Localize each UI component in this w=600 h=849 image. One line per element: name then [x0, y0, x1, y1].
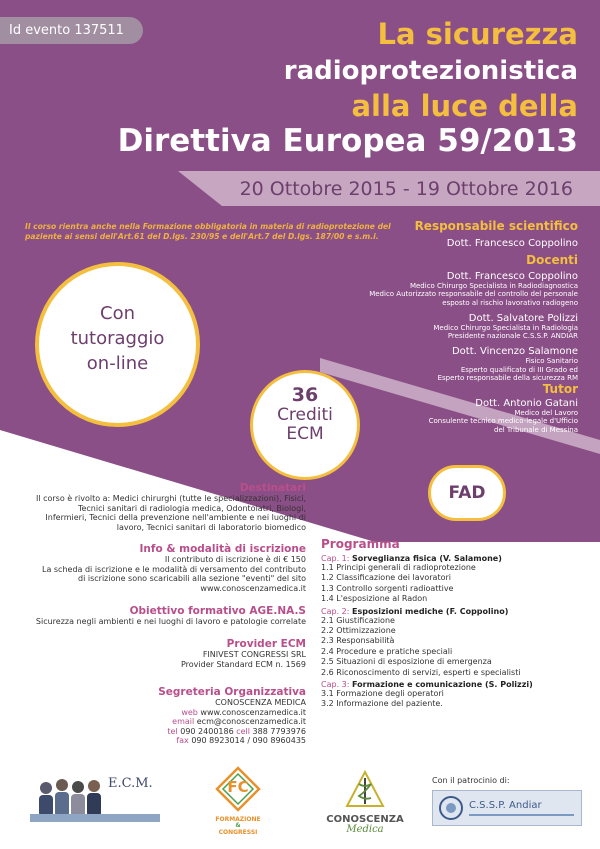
obiettivo-heading: Obiettivo formativo AGE.NA.S [129, 605, 306, 617]
fc-text: CONGRESSI [218, 829, 258, 836]
programma-item: 2.3 Responsabilità [321, 636, 395, 646]
responsabile-name: Dott. Francesco Coppolino [446, 238, 578, 249]
info-heading: Info & modalità di iscrizione [139, 543, 306, 555]
tutor-section [429, 382, 578, 434]
conoscenza-medica-logo [325, 770, 405, 840]
info-section [42, 543, 306, 593]
programma-chapter [321, 680, 533, 689]
destinatari-heading: Destinatari [239, 482, 306, 494]
docente-desc: Esperto qualificato di III Grado ed [460, 365, 578, 374]
responsabile-heading: Responsabile scientifico [414, 219, 578, 233]
tel-label: tel [167, 726, 178, 736]
programma-item: 3.2 Informazione del paziente. [321, 699, 443, 709]
chapter-title: Sorveglianza fisica (V. Salamone) [351, 554, 502, 563]
email-link[interactable]: ecm@conoscenzamedica.it [196, 717, 306, 727]
docente-desc: esposto al rischio lavorativo radiogeno [442, 298, 578, 307]
patrocinio-label: Con il patrocinio di: [432, 776, 510, 785]
docente-name: Dott. Francesco Coppolino [446, 271, 578, 282]
chapter-title: Formazione e comunicazione (S. Polizzi) [351, 679, 533, 689]
programma-item: 1.1 Principi generali di radioprotezione [321, 563, 476, 572]
fc-text: & [235, 822, 241, 829]
info-link[interactable]: www.conoscenzamedica.it [200, 583, 306, 593]
tutor-name: Dott. Antonio Gatani [475, 398, 578, 409]
destinatari-line: Infermieri, Tecnici della prevenzione nell'ambiente e nei luoghi di [45, 513, 306, 523]
title-line-2: radioprotezionistica [283, 56, 578, 86]
segreteria-heading: Segreteria Organizzativa [158, 686, 306, 698]
info-line: La scheda di iscrizione e le modalità di versamento del contributo [41, 564, 306, 574]
docente-name: Dott. Vincenzo Salamone [451, 346, 578, 358]
event-id-badge: Id evento 137511 [0, 17, 143, 44]
title-line-4: Direttiva Europea 59/2013 [117, 123, 578, 159]
docenti-heading: Docenti [526, 253, 578, 267]
fax-value: 090 8923014 / 090 8960435 [191, 736, 306, 746]
title-line-3: alla luce della [351, 89, 578, 123]
ecm-logo-text: E.C.M. [108, 776, 153, 791]
tutor-heading: Tutor [542, 382, 578, 396]
cell-value: 388 7793976 [252, 726, 306, 736]
caduceus-triangle-icon [345, 770, 385, 810]
docente-2 [369, 313, 578, 341]
fc-text: FORMAZIONE [215, 816, 261, 823]
provider-line: FINIVEST CONGRESSI SRL [202, 650, 306, 659]
programma-item: 1.2 Classificazione dei lavoratori [321, 573, 451, 583]
programma-item: 1.3 Controllo sorgenti radioattive [321, 583, 454, 593]
programma-item: 2.4 Procedure e pratiche speciali [321, 646, 453, 656]
fax-label: fax [176, 736, 189, 746]
crediti-number: 36 [291, 384, 319, 406]
docente-name: Dott. Salvatore Polizzi [468, 312, 578, 324]
tutor-desc: Medico del Lavoro [514, 409, 578, 417]
cssp-logo [432, 790, 582, 826]
destinatari-line: Tecnici sanitari di radiologia medica, Odontoiatri, Biologi, [77, 503, 306, 513]
programma-item: 1.4 L'esposizione al Radon [321, 594, 428, 604]
docente-desc: Medico Autorizzato responsabile del controllo del personale [369, 290, 578, 299]
fc-mark: FC [227, 778, 249, 796]
obiettivo-section [36, 605, 306, 627]
segreteria-email [158, 717, 306, 727]
title-line-1: La sicurezza [377, 17, 578, 51]
segreteria-fax [158, 736, 306, 746]
crediti-label: Crediti [277, 404, 333, 425]
tutoraggio-line: tutoraggio [70, 328, 165, 350]
responsabile-section [415, 219, 578, 249]
web-link[interactable]: www.conoscenzamedica.it [200, 707, 306, 717]
cssp-underline [469, 814, 574, 816]
chapter-title: Esposizioni mediche (F. Coppolino) [351, 606, 509, 616]
segreteria-web [158, 708, 306, 718]
docente-desc: Esperto responsabile della sicurezza RM [437, 373, 578, 382]
obiettivo-text: Sicurezza negli ambienti e nei luoghi di lavoro e patologie correlate [35, 617, 306, 626]
programma-chapter [321, 554, 533, 563]
docente-1 [369, 271, 578, 307]
tutoraggio-line: Con [100, 303, 135, 324]
chapter-label: Cap. 1: [321, 554, 350, 563]
provider-section [181, 638, 306, 669]
info-line: di iscrizione sono scaricabili alla sezione "eventi" del sito [78, 574, 306, 584]
destinatari-section [36, 482, 306, 532]
docente-3 [369, 346, 578, 382]
info-line: Il contributo di iscrizione è di € 150 [164, 555, 306, 564]
programma-heading: Programma [321, 537, 400, 551]
tutor-desc: del Tribunale di Messina [494, 425, 578, 434]
chapter-label: Cap. 2: [321, 606, 350, 616]
programma-item: 2.5 Situazioni di esposizione di emergenza [321, 657, 492, 667]
provider-line: Provider Standard ECM n. 1569 [180, 659, 306, 669]
destinatari-line: Il corso è rivolto a: Medici chirurghi (tutte le specializzazioni), Fisici, [35, 494, 306, 503]
segreteria-phone [158, 727, 306, 737]
chapter-label: Cap. 3: [321, 679, 350, 689]
ecm-logo [30, 768, 160, 828]
tel-value: 090 2400186 [180, 726, 234, 736]
fad-badge: FAD [428, 465, 506, 521]
docenti-section [369, 253, 578, 382]
tutoraggio-line: on-line [86, 353, 149, 375]
cm-text: CONOSCENZA [326, 814, 404, 825]
programma-section [321, 537, 533, 710]
docente-desc: Medico Chirurgo Specialista in Radiologia [433, 323, 578, 332]
crediti-circle [250, 370, 360, 480]
web-label: web [181, 707, 198, 717]
crediti-label: ECM [286, 423, 324, 444]
cssp-emblem-icon [437, 794, 465, 822]
docente-desc: Fisico Sanitario [525, 357, 578, 366]
intro-note: Il corso rientra anche nella Formazione obbligatoria in materia di radioprotezione del paziente ai sensi dell'Art.61 del D.lgs. 230/95 e dell'Art.7 del D.lgs. 187/00 e s.m.i. [25, 222, 391, 242]
provider-heading: Provider ECM [226, 638, 306, 650]
docente-desc: Presidente nazionale C.S.S.P. ANDIAR [447, 332, 578, 340]
event-dates: 20 Ottobre 2015 - 19 Ottobre 2016 [239, 178, 573, 200]
tutoraggio-circle [35, 262, 200, 427]
segreteria-name: CONOSCENZA MEDICA [215, 698, 306, 707]
email-label: email [172, 717, 195, 727]
programma-chapter [321, 607, 533, 616]
tutor-desc: Consulente tecnico medico-legale d'Ufficio [428, 417, 578, 426]
cssp-text: C.S.S.P. Andiar [469, 800, 542, 811]
formazione-congressi-logo [203, 766, 273, 840]
destinatari-line: lavoro, Tecnici sanitari di laboratorio biomedico [116, 522, 306, 532]
programma-item: 3.1 Formazione degli operatori [321, 688, 444, 698]
docente-desc: Medico Chirurgo Specialista in Radiodiagnostica [409, 282, 578, 290]
cell-label: cell [236, 726, 250, 736]
cm-text: Medica [346, 824, 384, 835]
programma-item: 2.2 Ottimizzazione [321, 625, 396, 635]
programma-item: 2.1 Giustificazione [321, 615, 395, 625]
programma-item: 2.6 Riconoscimento di servizi, esperti e specialisti [321, 667, 521, 677]
segreteria-section [158, 686, 306, 746]
